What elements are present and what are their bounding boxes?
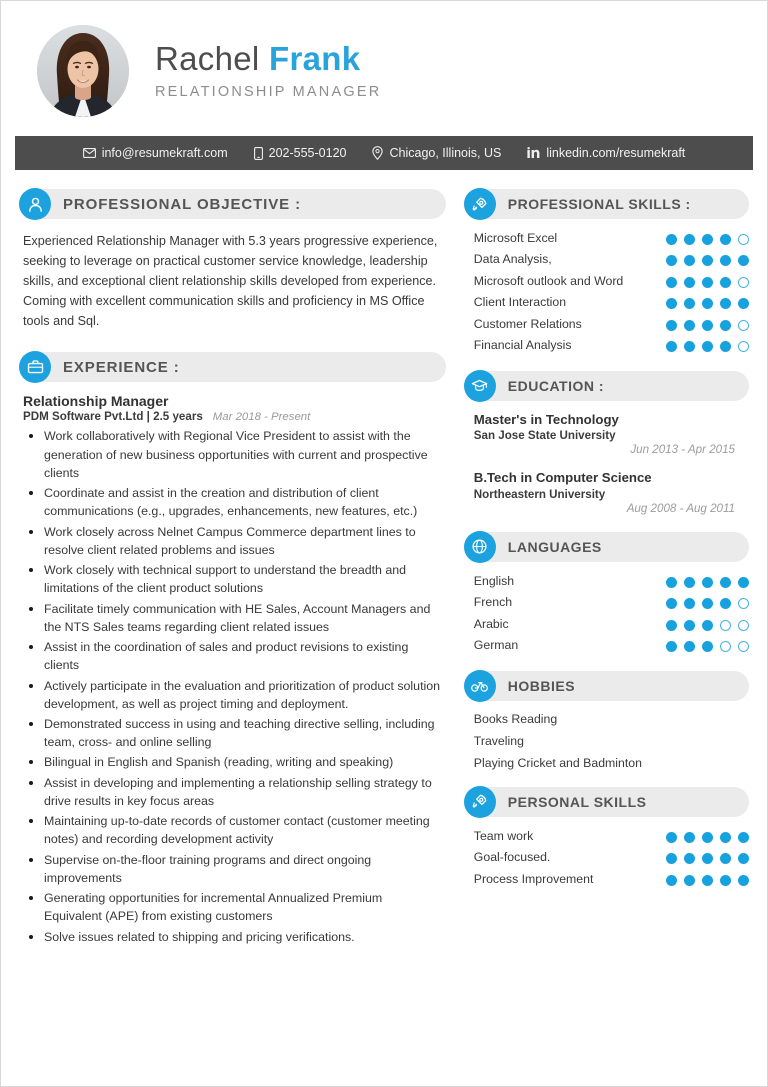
rating-dot-empty bbox=[720, 620, 731, 631]
rating-dots bbox=[666, 828, 749, 843]
rating-dots bbox=[666, 637, 749, 652]
section-header-objective bbox=[19, 188, 446, 220]
hobbies-list bbox=[464, 712, 749, 770]
rating-dot-filled bbox=[684, 255, 695, 266]
rating-dot-filled bbox=[702, 620, 713, 631]
list-item bbox=[464, 849, 749, 865]
rating-dot-filled bbox=[666, 320, 677, 331]
rating-dot-filled bbox=[702, 298, 713, 309]
rating-dot-filled bbox=[666, 277, 677, 288]
rating-dots bbox=[666, 251, 749, 266]
rating-dots bbox=[666, 616, 749, 631]
list-item bbox=[464, 316, 749, 332]
experience-bullets bbox=[23, 427, 442, 945]
rating-dot-empty bbox=[738, 341, 749, 352]
contact-location[interactable] bbox=[372, 146, 501, 160]
name-block bbox=[155, 41, 381, 100]
linkedin-icon bbox=[527, 147, 540, 159]
rating-dot-filled bbox=[720, 577, 731, 588]
list-item: Playing Cricket and Badminton bbox=[473, 755, 642, 770]
rating-dot-filled bbox=[684, 853, 695, 864]
section-header-skills bbox=[464, 188, 749, 220]
list-item bbox=[464, 616, 749, 632]
rating-dot-empty bbox=[738, 277, 749, 288]
personal-skills-pill bbox=[464, 787, 749, 817]
language-label: Arabic bbox=[473, 616, 509, 631]
professional-skills-list bbox=[464, 230, 749, 354]
rating-dot-filled bbox=[684, 577, 695, 588]
list-item: Work collaboratively with Regional Vice President to assist with the generation of new business opportunities with current and prospective clients bbox=[23, 427, 442, 482]
list-item: Assist in the coordination of sales and product revisions to existing clients bbox=[23, 638, 442, 674]
skills-pill bbox=[464, 189, 749, 219]
rating-dot-filled bbox=[702, 255, 713, 266]
list-item: Bilingual in English and Spanish (reading, writing and speaking) bbox=[23, 753, 442, 771]
experience-dates: Mar 2018 - Present bbox=[212, 411, 311, 424]
rating-dots bbox=[666, 273, 749, 288]
list-item: Facilitate timely communication with HE Sales, Account Managers and the NTS Sales teams regarding client related issues bbox=[23, 600, 442, 636]
rating-dot-filled bbox=[666, 255, 677, 266]
rating-dot-empty bbox=[738, 641, 749, 652]
contact-phone[interactable] bbox=[254, 146, 347, 160]
experience-company-text: PDM Software Pvt.Ltd | 2.5 years bbox=[23, 410, 203, 424]
contact-bar bbox=[15, 136, 753, 170]
graduation-cap-icon bbox=[464, 370, 496, 402]
rating-dot-filled bbox=[666, 298, 677, 309]
rating-dot-filled bbox=[702, 577, 713, 588]
list-item: Traveling bbox=[473, 733, 524, 748]
section-header-education bbox=[464, 370, 749, 402]
personal-skill-label: Team work bbox=[473, 828, 534, 843]
rating-dot-filled bbox=[720, 832, 731, 843]
rating-dot-filled bbox=[684, 234, 695, 245]
rating-dots bbox=[666, 294, 749, 309]
contact-linkedin[interactable] bbox=[527, 146, 685, 160]
rating-dot-filled bbox=[666, 598, 677, 609]
section-languages bbox=[464, 531, 749, 654]
list-item bbox=[464, 294, 749, 310]
list-item: Work closely with technical support to understand the breadth and limitations of the client product solutions bbox=[23, 561, 442, 597]
personal-skill-label: Process Improvement bbox=[473, 871, 594, 886]
portrait-photo-icon bbox=[37, 25, 129, 117]
rating-dot-filled bbox=[720, 255, 731, 266]
rating-dot-empty bbox=[738, 234, 749, 245]
section-personal-skills bbox=[464, 786, 749, 887]
rating-dot-filled bbox=[684, 598, 695, 609]
list-item: Actively participate in the evaluation and prioritization of product solution development, as well as project timing and deployment. bbox=[23, 677, 442, 713]
rating-dot-filled bbox=[702, 234, 713, 245]
skill-label: Customer Relations bbox=[473, 316, 582, 331]
objective-pill bbox=[19, 189, 446, 219]
rating-dot-filled bbox=[666, 832, 677, 843]
rating-dot-empty bbox=[720, 641, 731, 652]
rating-dot-filled bbox=[738, 832, 749, 843]
mobile-icon bbox=[254, 147, 263, 160]
skill-label: Microsoft outlook and Word bbox=[473, 273, 624, 288]
resume-body bbox=[1, 170, 767, 948]
last-name: Frank bbox=[269, 39, 361, 77]
personal-skills-list bbox=[464, 828, 749, 887]
personal-skill-label: Goal-focused. bbox=[473, 850, 551, 865]
first-name: Rachel bbox=[155, 39, 269, 77]
rocket-icon bbox=[464, 786, 496, 818]
contact-phone-text: 202-555-0120 bbox=[268, 146, 347, 160]
personal-skills-title: PERSONAL SKILLS bbox=[507, 793, 647, 810]
rating-dot-filled bbox=[666, 234, 677, 245]
objective-title: PROFESSIONAL OBJECTIVE : bbox=[63, 195, 302, 213]
rating-dot-filled bbox=[720, 234, 731, 245]
section-professional-skills bbox=[464, 188, 749, 354]
contact-email[interactable] bbox=[83, 146, 228, 160]
experience-title: EXPERIENCE : bbox=[63, 358, 180, 376]
list-item: Assist in developing and implementing a relationship selling strategy to drive results in key focus areas bbox=[23, 774, 442, 810]
rating-dot-filled bbox=[720, 298, 731, 309]
rating-dot-filled bbox=[666, 853, 677, 864]
list-item bbox=[464, 337, 749, 353]
list-item bbox=[464, 828, 749, 844]
list-item bbox=[464, 594, 749, 610]
full-name bbox=[155, 41, 381, 77]
right-column bbox=[460, 188, 749, 948]
rating-dot-filled bbox=[666, 641, 677, 652]
education-entry bbox=[464, 470, 749, 515]
job-title: RELATIONSHIP MANAGER bbox=[155, 84, 382, 101]
languages-title: LANGUAGES bbox=[507, 538, 602, 555]
rating-dot-filled bbox=[738, 255, 749, 266]
contact-linkedin-text: linkedin.com/resumekraft bbox=[546, 146, 686, 160]
avatar bbox=[37, 25, 129, 117]
experience-entry bbox=[19, 393, 446, 945]
hobbies-pill bbox=[464, 671, 749, 701]
skill-label: Client Interaction bbox=[473, 295, 567, 310]
person-icon bbox=[19, 188, 51, 220]
bicycle-icon bbox=[464, 670, 496, 702]
rating-dot-filled bbox=[684, 641, 695, 652]
skill-label: Financial Analysis bbox=[473, 338, 572, 353]
rating-dots bbox=[666, 316, 749, 331]
education-degree: B.Tech in Computer Science bbox=[473, 470, 652, 486]
list-item: Supervise on-the-floor training programs and direct ongoing improvements bbox=[23, 851, 442, 887]
list-item bbox=[464, 871, 749, 887]
section-header-experience bbox=[19, 351, 446, 383]
rating-dot-filled bbox=[684, 832, 695, 843]
rating-dot-empty bbox=[738, 620, 749, 631]
education-school: Northeastern University bbox=[473, 487, 606, 501]
rating-dot-filled bbox=[684, 875, 695, 886]
section-header-languages bbox=[464, 531, 749, 563]
list-item: Books Reading bbox=[473, 711, 558, 726]
experience-company bbox=[23, 410, 442, 423]
objective-text: Experienced Relationship Manager with 5.3 years progressive experience, seeking to leverage on practical customer service knowledge, leadership skills, and exceptional client relationship skills developed from experience. Coming with excellent communication skills and proficiency in MS Office tools and Sql. bbox=[23, 234, 438, 328]
list-item: Work closely across Nelnet Campus Commerce department lines to resolve client related problems and issues bbox=[23, 523, 442, 559]
rating-dot-filled bbox=[720, 598, 731, 609]
rating-dot-filled bbox=[666, 577, 677, 588]
education-dates: Jun 2013 - Apr 2015 bbox=[630, 443, 735, 457]
list-item: Maintaining up-to-date records of customer contact (customer meeting notes) and recording development activity bbox=[23, 812, 442, 848]
language-label: French bbox=[473, 595, 513, 610]
rocket-icon bbox=[464, 188, 496, 220]
list-item: Demonstrated success in using and teaching directive selling, including team, cross- and online selling bbox=[23, 715, 442, 751]
list-item: Generating opportunities for incremental Annualized Premium Equivalent (APE) from existing customers bbox=[23, 889, 442, 925]
rating-dot-filled bbox=[702, 853, 713, 864]
language-label: German bbox=[473, 638, 519, 653]
rating-dots bbox=[666, 871, 749, 886]
section-header-hobbies bbox=[464, 670, 749, 702]
globe-icon bbox=[464, 531, 496, 563]
rating-dot-filled bbox=[684, 341, 695, 352]
rating-dot-filled bbox=[702, 875, 713, 886]
education-title: EDUCATION : bbox=[507, 377, 605, 394]
list-item bbox=[464, 251, 749, 267]
hobbies-title: HOBBIES bbox=[507, 677, 576, 694]
list-item bbox=[464, 637, 749, 653]
left-column bbox=[19, 188, 460, 948]
rating-dot-empty bbox=[738, 598, 749, 609]
rating-dot-filled bbox=[684, 320, 695, 331]
contact-email-text: info@resumekraft.com bbox=[101, 146, 228, 160]
languages-list bbox=[464, 573, 749, 654]
languages-pill bbox=[464, 532, 749, 562]
rating-dot-filled bbox=[702, 341, 713, 352]
rating-dot-filled bbox=[702, 598, 713, 609]
rating-dot-filled bbox=[738, 298, 749, 309]
skill-label: Microsoft Excel bbox=[473, 231, 558, 245]
rating-dots bbox=[666, 337, 749, 352]
rating-dot-filled bbox=[738, 875, 749, 886]
list-item bbox=[464, 273, 749, 289]
envelope-icon bbox=[83, 148, 96, 158]
section-hobbies bbox=[464, 670, 749, 770]
rating-dot-filled bbox=[702, 320, 713, 331]
rating-dot-filled bbox=[738, 853, 749, 864]
rating-dot-filled bbox=[720, 853, 731, 864]
education-school: San Jose State University bbox=[473, 429, 616, 443]
experience-role: Relationship Manager bbox=[23, 393, 169, 410]
rating-dot-filled bbox=[738, 577, 749, 588]
rating-dots bbox=[666, 594, 749, 609]
rating-dot-filled bbox=[720, 320, 731, 331]
list-item bbox=[464, 573, 749, 589]
skill-label: Data Analysis, bbox=[473, 252, 552, 267]
list-item bbox=[464, 230, 749, 246]
rating-dot-empty bbox=[738, 320, 749, 331]
rating-dot-filled bbox=[702, 277, 713, 288]
rating-dots bbox=[666, 230, 749, 245]
education-dates: Aug 2008 - Aug 2011 bbox=[626, 501, 735, 515]
rating-dot-filled bbox=[684, 277, 695, 288]
rating-dot-filled bbox=[684, 620, 695, 631]
rating-dot-filled bbox=[702, 641, 713, 652]
experience-pill bbox=[19, 352, 446, 382]
education-pill bbox=[464, 371, 749, 401]
rating-dot-filled bbox=[684, 298, 695, 309]
education-degree: Master's in Technology bbox=[473, 411, 619, 427]
list-item: Coordinate and assist in the creation and distribution of client communications (e.g., upgrades, enhancements, new features, etc.) bbox=[23, 484, 442, 520]
list-item: Solve issues related to shipping and pricing verifications. bbox=[23, 928, 442, 946]
resume-header bbox=[1, 1, 767, 136]
section-header-personal-skills bbox=[464, 786, 749, 818]
rating-dot-filled bbox=[666, 875, 677, 886]
skills-title: PROFESSIONAL SKILLS : bbox=[507, 196, 691, 212]
contact-location-text: Chicago, Illinois, US bbox=[389, 146, 502, 160]
education-entry bbox=[464, 412, 749, 457]
rating-dot-filled bbox=[720, 341, 731, 352]
map-pin-icon bbox=[372, 146, 383, 160]
section-education bbox=[464, 370, 749, 515]
rating-dot-filled bbox=[666, 620, 677, 631]
language-label: English bbox=[473, 573, 515, 588]
rating-dot-filled bbox=[720, 875, 731, 886]
rating-dot-filled bbox=[666, 341, 677, 352]
rating-dots bbox=[666, 573, 749, 588]
rating-dots bbox=[666, 849, 749, 864]
rating-dot-filled bbox=[702, 832, 713, 843]
rating-dot-filled bbox=[720, 277, 731, 288]
